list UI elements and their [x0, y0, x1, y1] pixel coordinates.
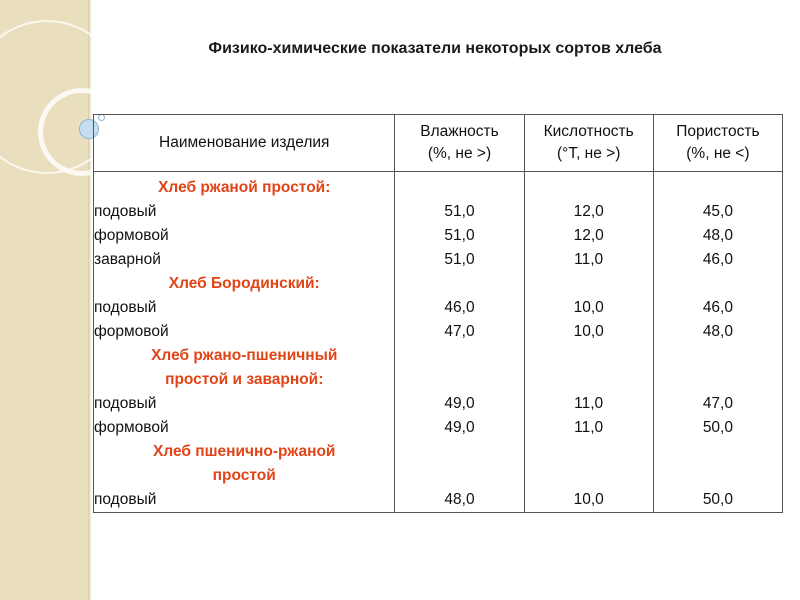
porosity-value: 47,0: [653, 392, 782, 416]
product-name: подовый: [94, 488, 395, 513]
porosity-value: 50,0: [653, 416, 782, 440]
moisture-value: 49,0: [395, 416, 524, 440]
acidity-value: 10,0: [524, 320, 653, 344]
header-porosity-line1: Пористость: [676, 123, 760, 140]
table-row: [94, 488, 783, 513]
product-name: заварной: [94, 248, 395, 272]
table-row: [94, 248, 783, 272]
header-name: Наименование изделия: [94, 115, 395, 172]
porosity-value: 50,0: [653, 488, 782, 513]
header-moisture-line1: Влажность: [420, 123, 499, 140]
group-heading-row: [94, 368, 783, 392]
acidity-value: 11,0: [524, 416, 653, 440]
moisture-value: 46,0: [395, 296, 524, 320]
group-heading-row: [94, 272, 783, 296]
table-header-row: [94, 115, 783, 172]
product-name: подовый: [94, 296, 395, 320]
group-title-line2: простой и заварной:: [94, 368, 395, 392]
moisture-value: 51,0: [395, 248, 524, 272]
header-moisture-line2: (%, не >): [427, 145, 492, 162]
product-name: формовой: [94, 416, 395, 440]
header-acidity: [524, 115, 653, 172]
product-name: подовый: [94, 392, 395, 416]
group-title-line2: простой: [94, 464, 395, 488]
group-heading-row: [94, 344, 783, 368]
slide-title: Физико-химические показатели некоторых сортов хлеба: [208, 40, 662, 57]
group-title-line1: Хлеб пшенично-ржаной: [94, 440, 395, 464]
header-porosity-line2: (%, не <): [686, 145, 750, 162]
acidity-value: 12,0: [524, 224, 653, 248]
acidity-value: 11,0: [524, 392, 653, 416]
group-heading-row: [94, 464, 783, 488]
group-title: Хлеб Бородинский:: [94, 272, 395, 296]
header-acidity-line2: (°Т, не >): [556, 145, 621, 162]
porosity-value: 46,0: [653, 248, 782, 272]
table-row: [94, 200, 783, 224]
table-row: [94, 392, 783, 416]
moisture-value: 48,0: [395, 488, 524, 513]
bread-properties-table: [93, 114, 783, 513]
moisture-value: 47,0: [395, 320, 524, 344]
group-title: Хлеб ржаной простой:: [94, 172, 395, 201]
product-name: подовый: [94, 200, 395, 224]
acidity-value: 11,0: [524, 248, 653, 272]
product-name: формовой: [94, 320, 395, 344]
product-name: формовой: [94, 224, 395, 248]
header-porosity: [653, 115, 782, 172]
group-heading-row: [94, 172, 783, 201]
table-row: [94, 224, 783, 248]
porosity-value: 46,0: [653, 296, 782, 320]
acidity-value: 10,0: [524, 488, 653, 513]
acidity-value: 10,0: [524, 296, 653, 320]
acidity-value: 12,0: [524, 200, 653, 224]
header-moisture: [395, 115, 524, 172]
table-row: [94, 296, 783, 320]
table-row: [94, 320, 783, 344]
group-title-line1: Хлеб ржано-пшеничный: [94, 344, 395, 368]
porosity-value: 45,0: [653, 200, 782, 224]
group-heading-row: [94, 440, 783, 464]
porosity-value: 48,0: [653, 320, 782, 344]
moisture-value: 51,0: [395, 224, 524, 248]
table-row: [94, 416, 783, 440]
header-acidity-line1: Кислотность: [543, 123, 634, 140]
moisture-value: 49,0: [395, 392, 524, 416]
moisture-value: 51,0: [395, 200, 524, 224]
porosity-value: 48,0: [653, 224, 782, 248]
